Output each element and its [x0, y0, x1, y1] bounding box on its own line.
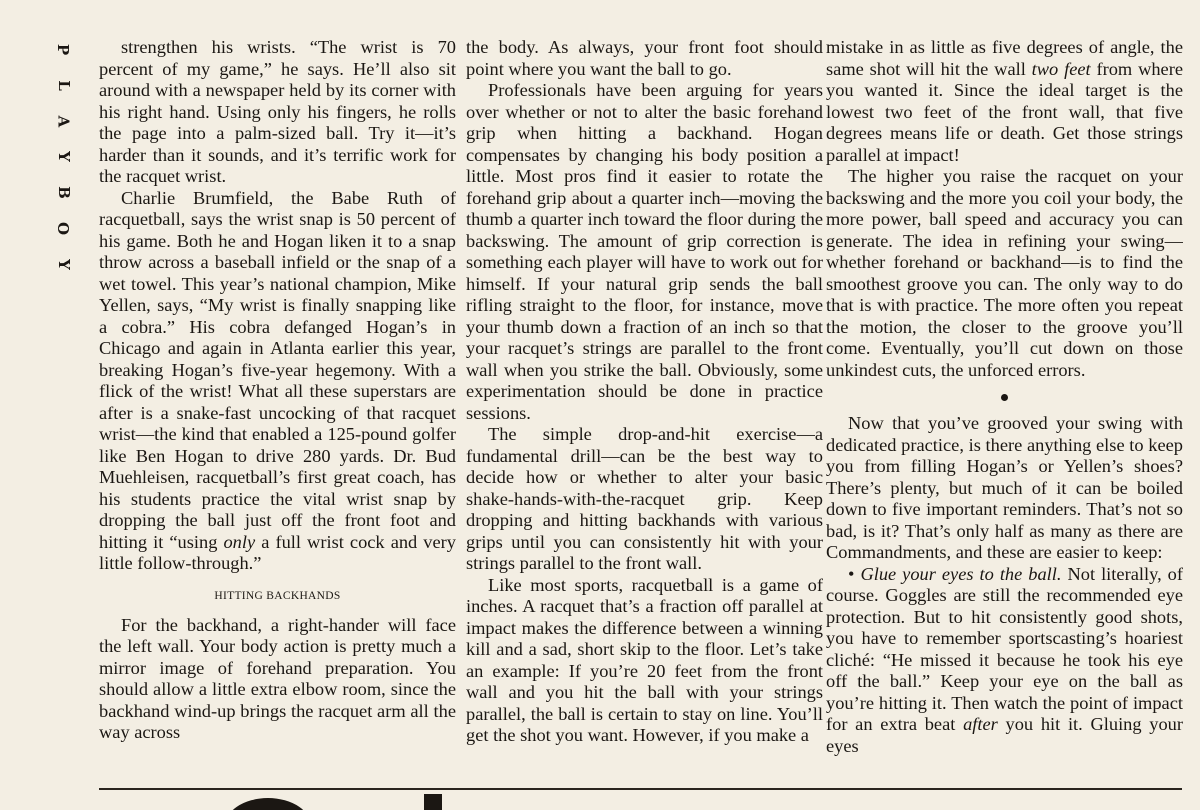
text-column-2 [466, 37, 823, 777]
running-head-letter: P [54, 43, 73, 56]
cropped-letter-shape [424, 794, 442, 810]
paragraph [99, 37, 456, 188]
cropped-letter-shape [224, 798, 312, 810]
running-head-letter: Y [54, 151, 73, 163]
column-1-after-subhead [99, 615, 456, 744]
italic-text: two feet [1031, 58, 1091, 79]
paragraph [826, 37, 1183, 166]
paragraph [466, 424, 823, 575]
paragraph [826, 413, 1183, 564]
paragraph [99, 188, 456, 575]
paragraph [466, 37, 823, 80]
text-run: you hit it. Gluing your eyes [826, 714, 1183, 756]
column-2-paragraphs [466, 37, 823, 747]
column-3-paragraphs [826, 37, 1183, 381]
text-run: Not literally, of course. Goggles are still the recommended eye protection. But to hit consistently good shots, you have to remember sportscasting’s hoariest cliché: “He missed it because he took his eye off the ball.” Keep your eye on the ball as you’re hitting it. Then watch the point of impact for an extra beat [826, 563, 1183, 734]
column-1-paragraphs [99, 37, 456, 575]
text-run: For the backhand, a right-hander will face the left wall. Your body action is pretty much a mirror image of forehand preparation. You should allow a little extra elbow room, since the backhand wind-up brings the racquet arm all the way across [99, 614, 456, 742]
italic-text: only [223, 531, 256, 552]
italic-text: Glue your eyes to the ball. [860, 563, 1062, 584]
text-run: • [848, 563, 861, 584]
text-run: Like most sports, racquetball is a game of inches. A racquet that’s a fraction off parallel at impact makes the difference between a winning kill and a sad, short skip to the floor. Let’s take an example: If you’re 20 feet from the front wall and you hit the ball with your strings parallel, the ball is certain to stay on line. You’ll get the shot you want. However, if you make a [466, 574, 823, 745]
text-run: The higher you raise the racquet on your backswing and the more you coil your body, the more power, ball speed and accuracy you can generate. The idea in refining your swing—whether forehand or backhand—is to find the smoothest groove you can. The only way to do that is with practice. The more often you repeat the motion, the closer to the groove you’ll come. Eventually, you’ll cut down on those unkindest cuts, the unforced errors. [826, 166, 1183, 380]
text-run: Now that you’ve grooved your swing with dedicated practice, is there anything else to keep you from filling Hogan’s or Yellen’s shoes? There’s plenty, but much of it can be boiled down to five important reminders. That’s not so bad, is it? That’s only half as many as there are Commandments, and these are easier to keep: [826, 413, 1183, 562]
paragraph [826, 564, 1183, 758]
section-subhead: HITTING BACKHANDS [214, 589, 341, 602]
paragraph [466, 575, 823, 747]
cropped-display-type-graphic [224, 790, 484, 810]
text-run: from where you wanted it. Since the ideal target is the lowest two feet of the front wall, that five degrees means life or death. Get those strings parallel at impact! [826, 58, 1183, 165]
running-head-letter: L [54, 80, 73, 91]
text-column-3 [826, 37, 1183, 777]
running-head-letter: A [54, 115, 73, 127]
text-run: mistake in as little as five degrees of angle, the same shot will hit the wall [826, 37, 1183, 79]
running-head-letter: Y [54, 259, 73, 270]
paragraph [826, 166, 1183, 381]
bullet-dot-icon [1001, 394, 1008, 401]
text-column-1 [99, 37, 456, 777]
text-run: The simple drop-and-hit exercise—a fundamental drill—can be the best way to decide how or whether to alter your basic shake-hands-with-the-racquet grip. Keep dropping and hitting backhands with various grips until you can consistently hit with your strings parallel to the front wall. [466, 424, 823, 573]
paragraph [99, 615, 456, 744]
running-head-letter: B [54, 186, 73, 200]
text-run: Charlie Brumfield, the Babe Ruth of racquetball, says the wrist snap is 50 percent of his game. Both he and Hogan liken it to a snap throw across a baseball infield or the snap of a wet towel. This year’s national champion, Mike Yellen, says, “My wrist is finally snapping like a cobra.” His cobra defanged Hogan’s in Chicago and again in Atlanta earlier this year, breaking Hogan’s five-year hegemony. With a flick of the wrist! What all these superstars are after is a snake-fast uncocking of that racquet wrist—the kind that enabled a 125-pound golfer like Ben Hogan to drive 280 yards. Dr. Bud Muehleisen, racquetball’s first great coach, has his students practice the vital wrist snap by dropping the ball just off the front foot and hitting it “using [99, 187, 456, 552]
text-run: Professionals have been arguing for years over whether or not to alter the basic forehand grip when hitting a backhand. Hogan compensates by changing his body position a little. Most pros find it easier to rotate the forehand grip about a quarter inch—moving the thumb a quarter inch toward the floor during the backswing. The amount of grip correction is something each player will have to work out for himself. If your natural grip sends the ball rifling straight to the floor, for instance, move your thumb down a fraction of an inch so that your racquet’s strings are parallel to the front wall when you strike the ball. Obviously, some experimentation should be done in practice sessions. [466, 80, 823, 423]
column-3-after-break [826, 413, 1183, 757]
section-break-bullet [826, 381, 1183, 413]
text-run: a full wrist cock and very little follow-through.” [99, 531, 456, 573]
italic-text: after [963, 714, 998, 734]
running-head-letter: O [54, 222, 73, 236]
running-head-playboy [50, 42, 76, 272]
paragraph [466, 80, 823, 424]
text-run: the body. As always, your front foot should point where you want the ball to go. [466, 37, 823, 79]
text-run: strengthen his wrists. “The wrist is 70 percent of my game,” he says. He’ll also sit around with a newspaper held by its corner with his right hand. Using only his fingers, he rolls the page into a palm-sized ball. Try it—it’s harder than it sounds, and it’s terrific work for the racquet wrist. [99, 37, 456, 186]
